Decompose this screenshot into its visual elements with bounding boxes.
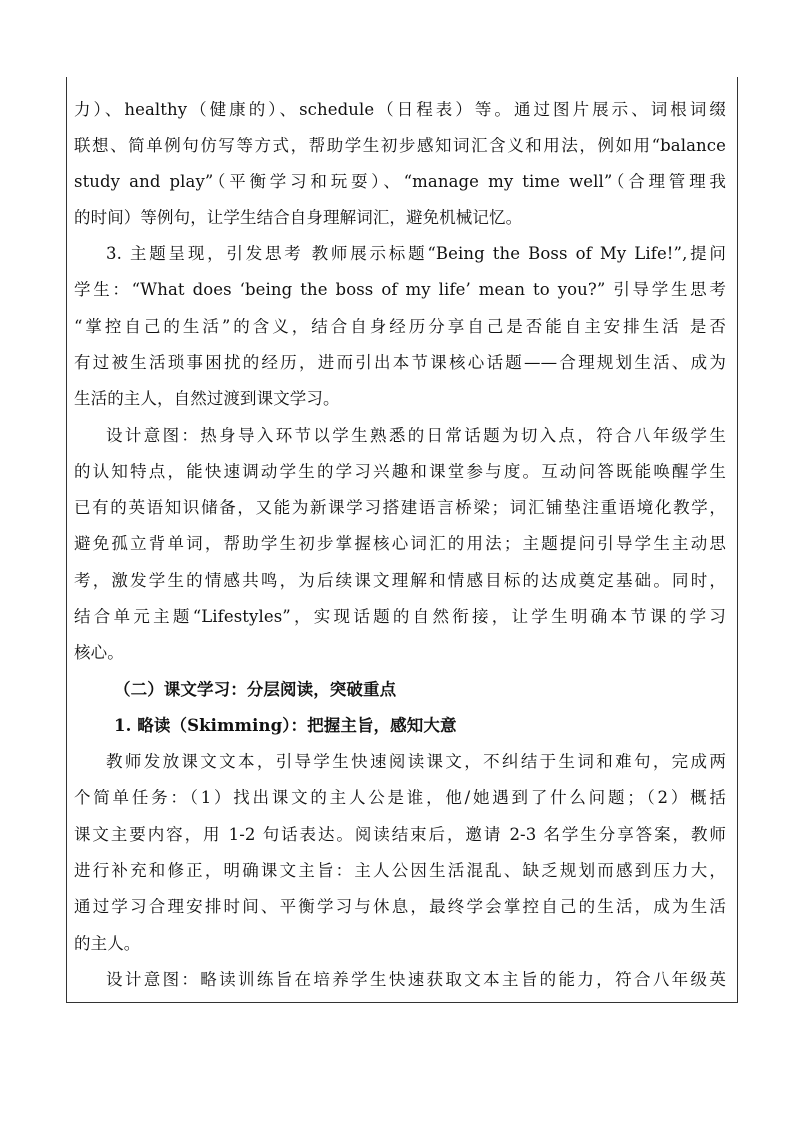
text-line: 的时间）等例句，让学生结合自身理解词汇，避免机械记忆。	[74, 208, 523, 227]
text-line: 教师发放课文文本，引导学生快速阅读课文，不纠结于生词和难句，完成两	[106, 752, 726, 771]
subsection-heading: 1. 略读（Skimming）：把握主旨，感知大意	[114, 716, 457, 735]
text-line: 的主人。	[74, 934, 141, 953]
text-line: study and play”（平衡学习和玩耍）、“manage my time well”（合理管理我	[74, 172, 726, 191]
text-line: 通过学习合理安排时间、平衡学习与休息，最终学会掌控自己的生活，成为生活	[74, 897, 726, 916]
text-line: 联想、简单例句仿写等方式，帮助学生初步感知词汇含义和用法，例如用“balance	[74, 136, 726, 155]
text-line: 有过被生活琐事困扰的经历，进而引出本节课核心话题——合理规划生活、成为	[74, 353, 726, 372]
text-line: 核心。	[74, 643, 124, 662]
text-line: 结合单元主题“Lifestyles”，实现话题的自然衔接，让学生明确本节课的学习	[74, 607, 726, 626]
text-line: 考，激发学生的情感共鸣，为后续课文理解和情感目标的达成奠定基础。同时，	[74, 571, 726, 590]
text-line: “掌控自己的生活”的含义，结合自身经历分享自己是否能自主安排生活 是否	[74, 317, 726, 336]
text-line: 的认知特点，能快速调动学生的学习兴趣和课堂参与度。互动问答既能唤醒学生	[74, 462, 726, 481]
text-line: 已有的英语知识储备，又能为新课学习搭建语言桥梁；词汇铺垫注重语境化教学，	[74, 498, 726, 517]
text-line: 个简单任务：（1）找出课文的主人公是谁，他/她遇到了什么问题；（2）概括	[74, 788, 726, 807]
text-line: 避免孤立背单词，帮助学生初步掌握核心词汇的用法；主题提问引导学生主动思	[74, 534, 726, 553]
text-line: 力）、healthy（健康的）、schedule（日程表）等。通过图片展示、词根词缀	[74, 100, 726, 119]
text-line: 生活的主人，自然过渡到课文学习。	[74, 389, 340, 408]
text-line: 设计意图：略读训练旨在培养学生快速获取文本主旨的能力，符合八年级英	[106, 970, 726, 989]
text-line: 课文主要内容，用 1-2 句话表达。阅读结束后，邀请 2-3 名学生分享答案，教师	[74, 825, 726, 844]
text-line: 3. 主题呈现，引发思考 教师展示标题“Being the Boss of My Life!”,提问	[106, 244, 726, 263]
section-heading: （二）课文学习：分层阅读，突破重点	[114, 680, 397, 699]
text-line: 进行补充和修正，明确课文主旨：主人公因生活混乱、缺乏规划而感到压力大，	[74, 861, 726, 880]
text-line: 学生：“What does ‘being the boss of my life’ mean to you?” 引导学生思考	[74, 280, 726, 299]
text-line: 设计意图：热身导入环节以学生熟悉的日常话题为切入点，符合八年级学生	[106, 426, 726, 445]
